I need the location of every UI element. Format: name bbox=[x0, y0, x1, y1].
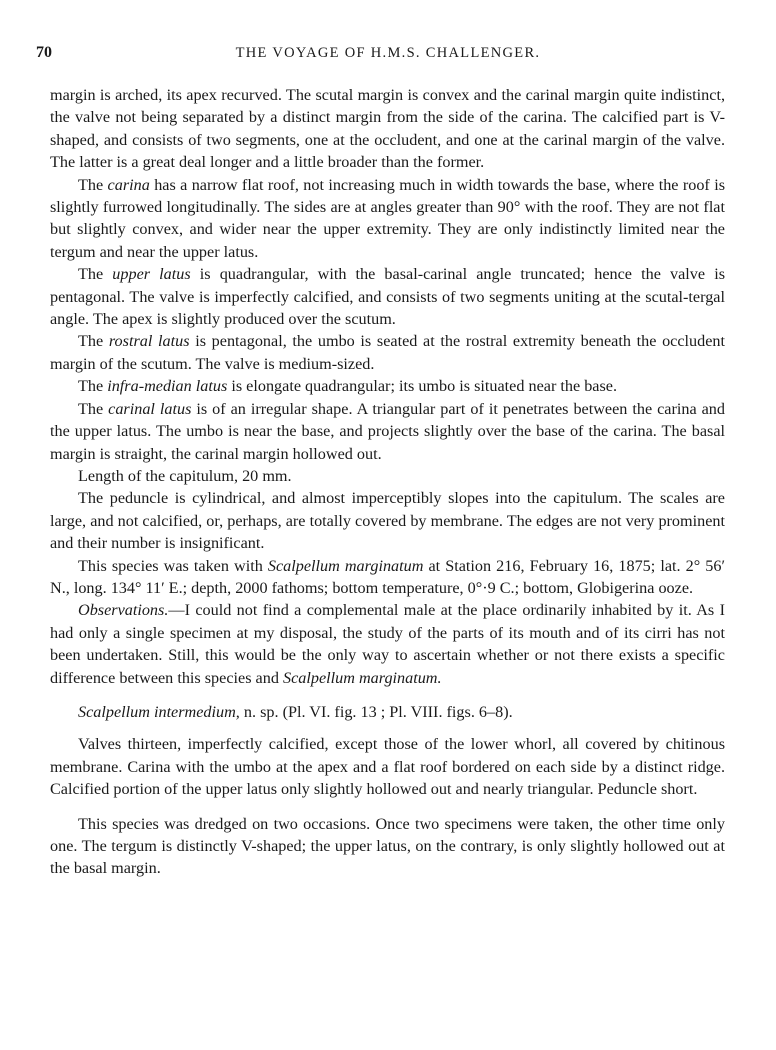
body-text bbox=[50, 84, 725, 880]
text-run: The bbox=[78, 175, 108, 194]
italic-run: carinal latus bbox=[108, 399, 192, 418]
paragraph bbox=[50, 84, 725, 174]
text-run: has a narrow flat roof, not increasing much in width towards the base, where the roof is slightly furrowed longitudinally. The sides are at angles greater than 90° with the roof. They are not flat but slightly convex, and wider near the upper extremity. They are only indistinctly limited near the tergum and near the upper latus. bbox=[50, 175, 725, 261]
text-run: The bbox=[78, 332, 109, 351]
paragraph bbox=[50, 174, 725, 264]
paragraph bbox=[50, 599, 725, 689]
italic-run: Observations. bbox=[78, 601, 169, 620]
text-run: margin is arched, its apex recurved. The scutal margin is convex and the carinal margin quite indistinct, the valve not being separated by a distinct margin from the side of the carina. The calcified part is V-shaped, and consists of two segments, one at the occludent, and one at the carinal margin of the valve. The latter is a great deal longer and a little broader than the former. bbox=[50, 86, 725, 172]
text-run: —I could not find a complemental male at the place ordinarily inhabited by it. As I had only a single specimen at my disposal, the study of the parts of its mouth and of its cirri has not been undertaken. Still, this would be the only way to ascertain whether or not there exists a specific difference between this species and bbox=[50, 601, 725, 687]
text-run: The bbox=[78, 399, 109, 418]
italic-run: upper latus bbox=[112, 265, 191, 284]
page-number: 70 bbox=[36, 44, 52, 61]
species-heading bbox=[50, 701, 725, 723]
text-run: The peduncle is cylindrical, and almost imperceptibly slopes into the capitulum. The scales are large, and not calcified, or, perhaps, are totally covered by membrane. The edges are not very prominent and their number is insignificant. bbox=[50, 489, 725, 553]
text-run: The bbox=[78, 377, 108, 396]
italic-run: Scalpellum marginatum bbox=[267, 556, 424, 575]
text-run: is of an irregular shape. A triangular part of it penetrates between the carina and the upper latus. The umbo is near the base, and projects slightly over the base of the carina. The basal margin is straight, the carinal margin hollowed out. bbox=[50, 399, 725, 463]
running-header bbox=[36, 44, 740, 68]
paragraph bbox=[50, 375, 725, 397]
italic-run: rostral latus bbox=[108, 332, 190, 351]
paragraph bbox=[50, 813, 725, 880]
text-run: The bbox=[78, 265, 113, 284]
paragraph bbox=[50, 555, 725, 600]
italic-run: Scalpellum intermedium, bbox=[78, 702, 240, 721]
paragraph bbox=[50, 398, 725, 465]
text-run: n. sp. (Pl. VI. fig. 13 ; Pl. VIII. figs. 6–8). bbox=[239, 702, 513, 721]
italic-run: infra-median latus bbox=[107, 377, 228, 396]
text-run: is pentagonal, the umbo is seated at the rostral extremity beneath the occludent margin of the scutum. The valve is medium-sized. bbox=[50, 332, 726, 373]
italic-run: Scalpellum marginatum. bbox=[282, 668, 442, 687]
running-title: THE VOYAGE OF H.M.S. CHALLENGER. bbox=[235, 45, 541, 61]
text-run: This species was dredged on two occasions. Once two specimens were taken, the other time only one. The tergum is distinctly V-shaped; the upper latus, on the contrary, is only slightly hollowed out at the basal margin. bbox=[50, 814, 725, 878]
paragraph bbox=[50, 465, 725, 487]
text-run: is quadrangular, with the basal-carinal angle truncated; hence the valve is pentagonal. The valve is imperfectly calcified, and consists of two segments uniting at the scutal-tergal angle. The apex is slightly produced over the scutum. bbox=[50, 265, 725, 329]
text-run: at Station 216, February 16, 1875; lat. 2° 56′ N., long. 134° 11′ E.; depth, 2000 fathoms; bottom temperature, 0°·9 C.; bottom, Globigerina ooze. bbox=[50, 556, 725, 597]
text-run: Valves thirteen, imperfectly calcified, except those of the lower whorl, all covered by chitinous membrane. Carina with the umbo at the apex and a flat roof bordered on each side by a distinct ridge. Calcified portion of the upper latus only slightly hollowed out and nearly triangular. Peduncle short. bbox=[50, 735, 725, 799]
paragraph bbox=[50, 330, 725, 375]
text-run: Length of the capitulum, 20 mm. bbox=[78, 466, 292, 485]
paragraph bbox=[50, 263, 725, 330]
text-run: This species was taken with bbox=[78, 556, 268, 575]
paragraph bbox=[50, 487, 725, 554]
text-run: is elongate quadrangular; its umbo is situated near the base. bbox=[227, 377, 618, 396]
paragraph bbox=[50, 733, 725, 800]
italic-run: carina bbox=[107, 175, 150, 194]
